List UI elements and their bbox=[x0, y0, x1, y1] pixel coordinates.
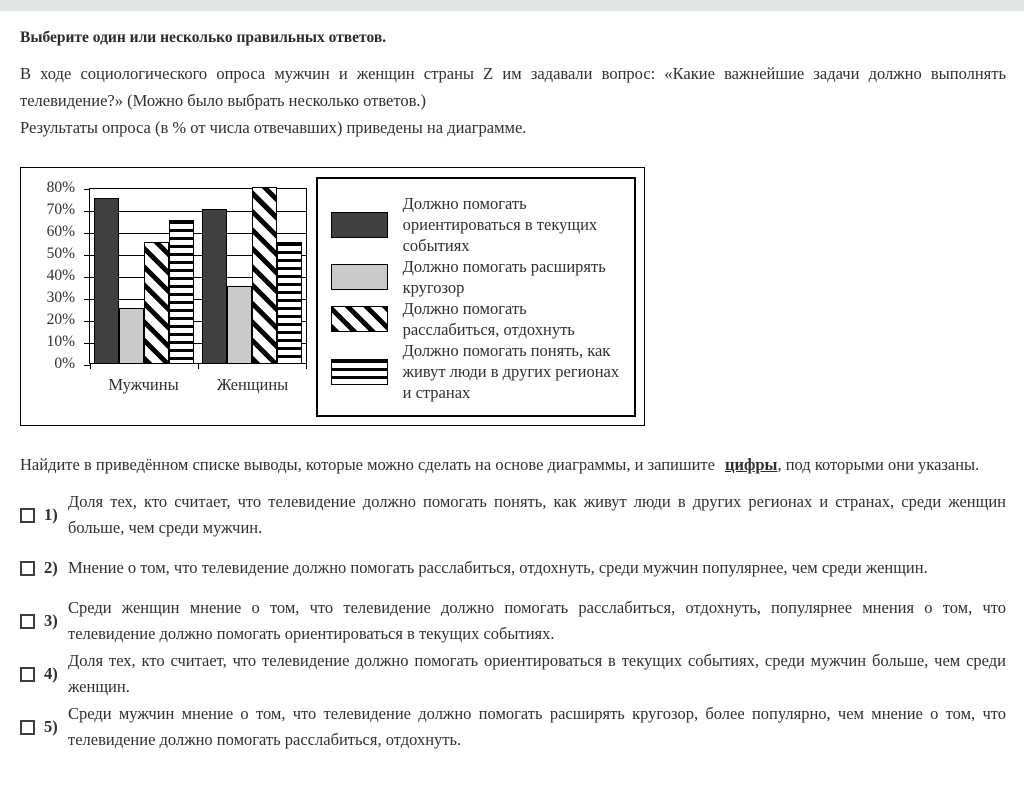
option-checkbox-3[interactable] bbox=[20, 614, 35, 629]
question-emphasis: цифры bbox=[724, 455, 778, 474]
bar-chart bbox=[31, 177, 317, 415]
options-list bbox=[20, 489, 1006, 753]
bar bbox=[169, 220, 194, 363]
legend-item bbox=[331, 193, 626, 256]
x-tick-mark bbox=[90, 363, 91, 369]
bar bbox=[277, 242, 302, 363]
x-tick-mark bbox=[198, 363, 199, 369]
chart-legend bbox=[316, 177, 636, 417]
y-tick-label: 60% bbox=[46, 223, 75, 240]
option-row-5 bbox=[20, 701, 1006, 753]
horizontal-stripes-swatch-icon bbox=[331, 359, 388, 385]
y-tick-label: 70% bbox=[46, 201, 75, 218]
bar bbox=[202, 209, 227, 363]
option-number: 2) bbox=[44, 558, 58, 577]
bar bbox=[227, 286, 252, 363]
option-text: Мнение о том, что телевидение должно помогать расслабиться, отдохнуть, среди мужчин популярнее, чем среди женщин. bbox=[68, 558, 928, 577]
legend-item bbox=[331, 256, 626, 298]
option-checkbox-2[interactable] bbox=[20, 561, 35, 576]
option-text: Среди мужчин мнение о том, что телевидение должно помогать расширять кругозор, более популярно, чем мнение о том, что телевидение должно помогать расслабиться, отдохнуть. bbox=[68, 704, 1006, 749]
legend-item bbox=[331, 340, 626, 403]
option-number: 3) bbox=[44, 611, 58, 630]
option-number: 1) bbox=[44, 505, 58, 524]
question-paragraph bbox=[20, 451, 1006, 479]
legend-label: Должно помогать понять, как живут люди в других регионах и странах bbox=[402, 341, 620, 402]
option-row-4 bbox=[20, 648, 1006, 700]
x-category-label: Мужчины bbox=[108, 375, 179, 394]
bar bbox=[252, 187, 277, 363]
option-text: Доля тех, кто считает, что телевидение должно помогать ориентироваться в текущих событиях, среди мужчин больше, чем среди женщин. bbox=[68, 651, 1006, 696]
x-axis-labels bbox=[89, 375, 307, 395]
y-tick-label: 80% bbox=[46, 179, 75, 196]
survey-bar-chart-figure bbox=[20, 167, 645, 426]
y-tick-label: 30% bbox=[46, 289, 75, 306]
option-text: Доля тех, кто считает, что телевидение должно помогать понять, как живут люди в других регионах и странах, среди женщин больше, чем среди мужчин. bbox=[68, 492, 1006, 537]
option-number: 5) bbox=[44, 717, 58, 736]
legend-item bbox=[331, 298, 626, 340]
option-checkbox-4[interactable] bbox=[20, 667, 35, 682]
x-category-label: Женщины bbox=[216, 375, 289, 394]
task-page bbox=[0, 29, 1024, 753]
solid-dark-swatch-icon bbox=[331, 212, 388, 238]
y-tick-label: 40% bbox=[46, 267, 75, 284]
solid-light-swatch-icon bbox=[331, 264, 388, 290]
intro-paragraph-2: Результаты опроса (в % от числа отвечавших) приведены на диаграмме. bbox=[20, 118, 527, 137]
question-text-after: , под которыми они указаны. bbox=[777, 455, 980, 474]
legend-label: Должно помогать расширять кругозор bbox=[402, 257, 606, 297]
bar bbox=[119, 308, 144, 363]
bar-group bbox=[90, 198, 198, 363]
y-tick-label: 20% bbox=[46, 311, 75, 328]
page-title: Выберите один или несколько правильных ответов. bbox=[20, 29, 387, 46]
y-axis-labels bbox=[31, 179, 81, 372]
bar-group bbox=[198, 187, 306, 363]
option-checkbox-5[interactable] bbox=[20, 720, 35, 735]
legend-label: Должно помогать расслабиться, отдохнуть bbox=[402, 299, 575, 339]
bar-groups bbox=[90, 189, 306, 363]
bar bbox=[94, 198, 119, 363]
option-text: Среди женщин мнение о том, что телевидение должно помогать расслабиться, отдохнуть, популярнее мнения о том, что телевидение должно помогать ориентироваться в текущих событиях. bbox=[68, 598, 1006, 643]
option-number: 4) bbox=[44, 664, 58, 683]
legend-label: Должно помогать ориентироваться в текущих событиях bbox=[402, 194, 598, 255]
question-text-before: Найдите в приведённом списке выводы, которые можно сделать на основе диаграммы, и запишите bbox=[20, 455, 715, 474]
option-checkbox-1[interactable] bbox=[20, 508, 35, 523]
y-tick-label: 10% bbox=[46, 333, 75, 350]
intro-paragraph: В ходе социологического опроса мужчин и женщин страны Z им задавали вопрос: «Какие важнейшие задачи должно выполнять телевидение?» (Можно было выбрать несколько ответов.) bbox=[20, 64, 1006, 110]
diagonal-hatch-swatch-icon bbox=[331, 306, 388, 332]
y-tick-label: 50% bbox=[46, 245, 75, 262]
option-row-2 bbox=[20, 542, 1006, 594]
option-row-1 bbox=[20, 489, 1006, 541]
bar bbox=[144, 242, 169, 363]
y-tick-label: 0% bbox=[54, 355, 75, 372]
top-band bbox=[0, 0, 1024, 11]
option-row-3 bbox=[20, 595, 1006, 647]
plot-area bbox=[89, 188, 307, 364]
x-tick-mark bbox=[306, 363, 307, 369]
